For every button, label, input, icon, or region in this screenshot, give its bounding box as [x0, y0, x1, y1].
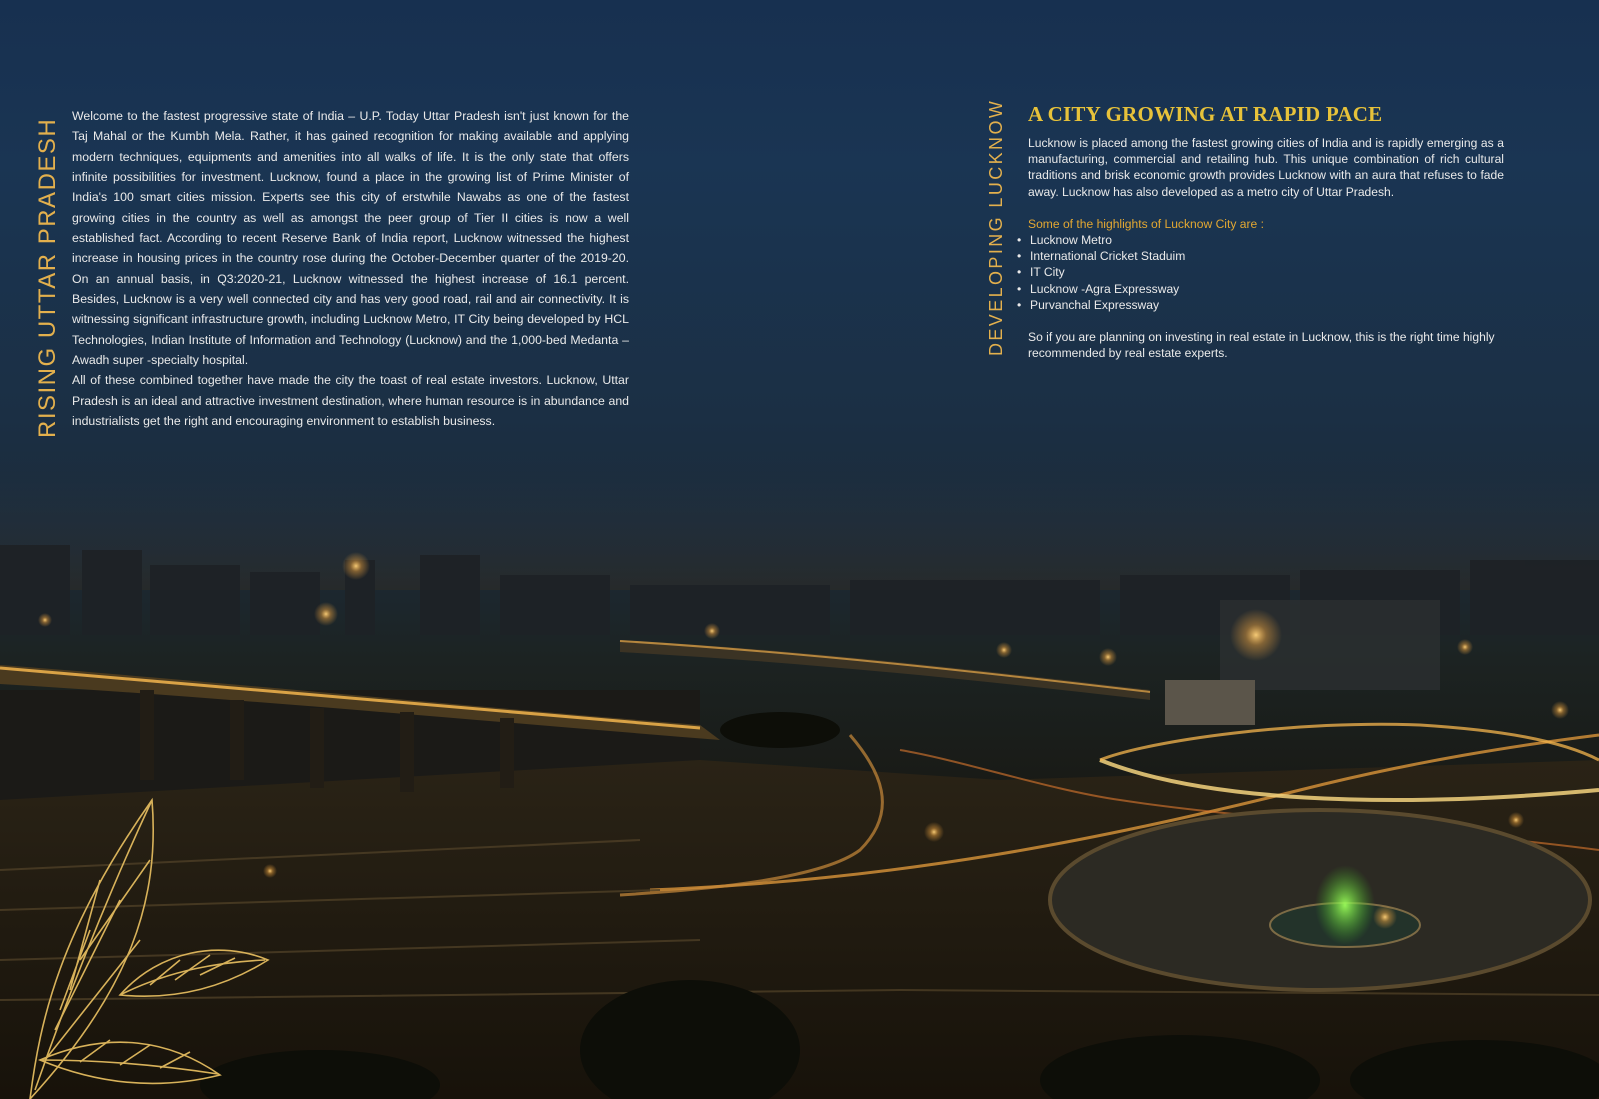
list-item: • International Cricket Staduim: [1017, 248, 1504, 264]
list-item: • Purvanchal Expressway: [1017, 297, 1504, 313]
list-item: • Lucknow -Agra Expressway: [1017, 281, 1504, 297]
section-heading: A CITY GROWING AT RAPID PACE: [1028, 102, 1383, 126]
list-item: • IT City: [1017, 264, 1504, 280]
city-growing-section: [1028, 102, 1504, 361]
highlights-heading: Some of the highlights of Lucknow City are :: [1028, 216, 1264, 231]
rising-uttar-pradesh-body: [72, 106, 629, 432]
rising-uttar-pradesh-vertical-title: RISING UTTAR PRADESH: [34, 117, 61, 438]
list-item: • Lucknow Metro: [1017, 232, 1504, 248]
developing-lucknow-vertical-title: DEVELOPING LUCKNOW: [986, 98, 1006, 356]
outro-paragraph: So if you are planning on investing in real estate in Lucknow, this is the right time highly recommended by real estate experts.: [1028, 330, 1495, 361]
highlights-list: [1028, 232, 1504, 313]
body-paragraph: All of these combined together have made the city the toast of real estate investors. Lucknow, Uttar Pradesh is an ideal and attractive investment destination, where human resource is in abundance and industrialists get the right and encouraging environment to establish business.: [72, 373, 629, 429]
body-paragraph: Welcome to the fastest progressive state of India – U.P. Today Uttar Pradesh isn't just known for the Taj Mahal or the Kumbh Mela. Rather, it has gained recognition for making available and applying modern techniques, equipments and amenities into all walks of life. It is the only state that offers infinite possibilities for investment. Lucknow, found a place in the growing list of Prime Minister of India's 100 smart cities mission. Experts see this city of erstwhile Nawabs as one of the fastest growing cities in the country as well as amongst the peer group of Tier II cities is now a well established fact. According to recent Reserve Bank of India report, Lucknow witnessed the highest increase in housing prices in the country rose during the October-December quarter of the 2019-20. On an annual basis, in Q3:2020-21, Lucknow witnessed the highest increase of 16.1 percent. Besides, Lucknow is a very well connected city and has very good road, rail and air connectivity. It is witnessing significant infrastructure growth, including Lucknow Metro, IT City being developed by HCL Technologies, Indian Institute of Information and Technology (Lucknow) and the 1,000-bed Medanta – Awadh super -specialty hospital.: [72, 109, 629, 368]
intro-paragraph: Lucknow is placed among the fastest growing cities of India and is rapidly emerging as a manufacturing, commercial and retailing hub. This unique combination of rich cultural traditions and brisk economic growth provides Lucknow with an aura that refuses to fade away. Lucknow has also developed as a metro city of Uttar Pradesh.: [1028, 136, 1504, 199]
